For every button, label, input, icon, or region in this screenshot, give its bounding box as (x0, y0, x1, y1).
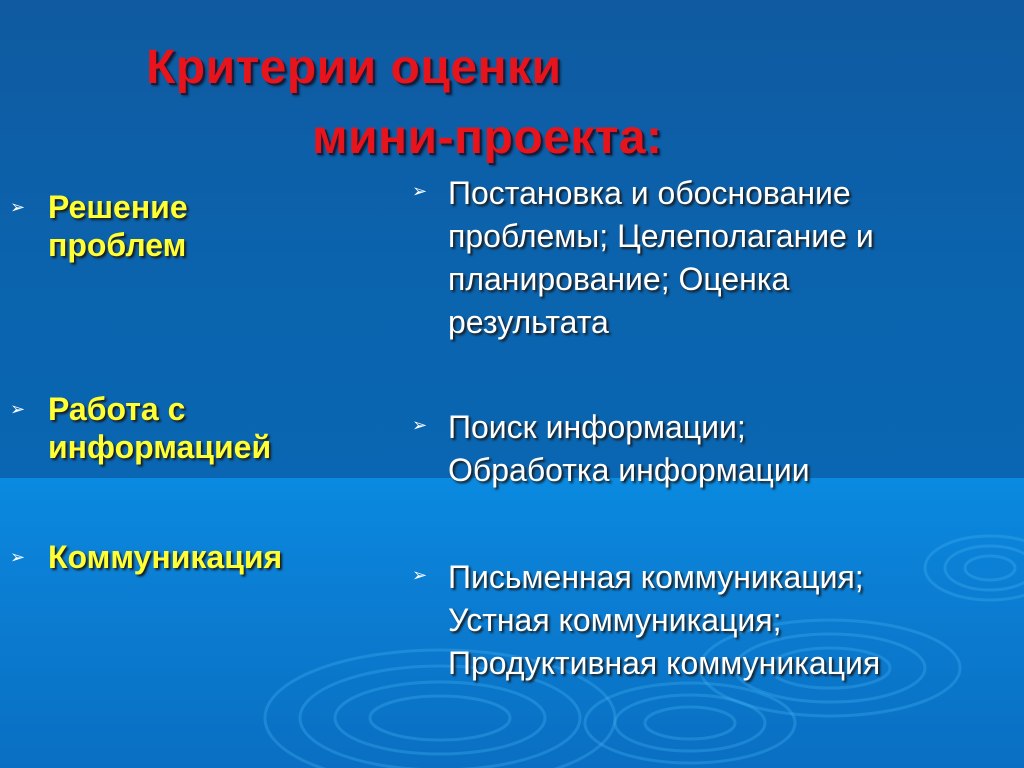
text-line: Письменная коммуникация; (448, 559, 864, 595)
text-line: информацией (48, 429, 272, 465)
arrow-bullet-icon: ➢ (10, 399, 26, 419)
text-line: Работа с (48, 391, 186, 427)
left-criterion-label (48, 390, 271, 466)
slide-title-line-2: мини-проекта: (312, 111, 663, 164)
arrow-bullet-icon: ➢ (412, 415, 428, 435)
text-line: Устная коммуникация; (448, 602, 782, 638)
right-criterion-text (448, 406, 810, 492)
arrow-bullet-icon: ➢ (412, 565, 428, 585)
text-line: Поиск информации; (448, 409, 746, 445)
text-line: Обработка информации (448, 452, 810, 488)
text-line: проблем (48, 227, 187, 263)
left-criterion-label (48, 188, 188, 264)
text-line: Постановка и обоснование (448, 175, 851, 211)
right-criterion-1 (412, 172, 874, 344)
left-criterion-2 (10, 390, 271, 466)
arrow-bullet-icon: ➢ (10, 197, 26, 217)
right-criterion-3 (412, 556, 880, 685)
text-line: планирование; Оценка (448, 261, 790, 297)
right-criterion-text (448, 172, 874, 344)
text-line: проблемы; Целеполагание и (448, 218, 874, 254)
text-line: Решение (48, 189, 188, 225)
right-criterion-text (448, 556, 880, 685)
right-criterion-2 (412, 406, 810, 492)
left-criterion-1 (10, 188, 188, 264)
arrow-bullet-icon: ➢ (412, 181, 428, 201)
text-line: Продуктивная коммуникация (448, 645, 881, 681)
arrow-bullet-icon: ➢ (10, 547, 26, 567)
left-criterion-3 (10, 538, 282, 576)
text-line: результата (448, 304, 609, 340)
slide-title-line-1: Критерии оценки (146, 41, 562, 94)
left-criterion-label (48, 538, 282, 576)
text-line: Коммуникация (48, 539, 283, 575)
